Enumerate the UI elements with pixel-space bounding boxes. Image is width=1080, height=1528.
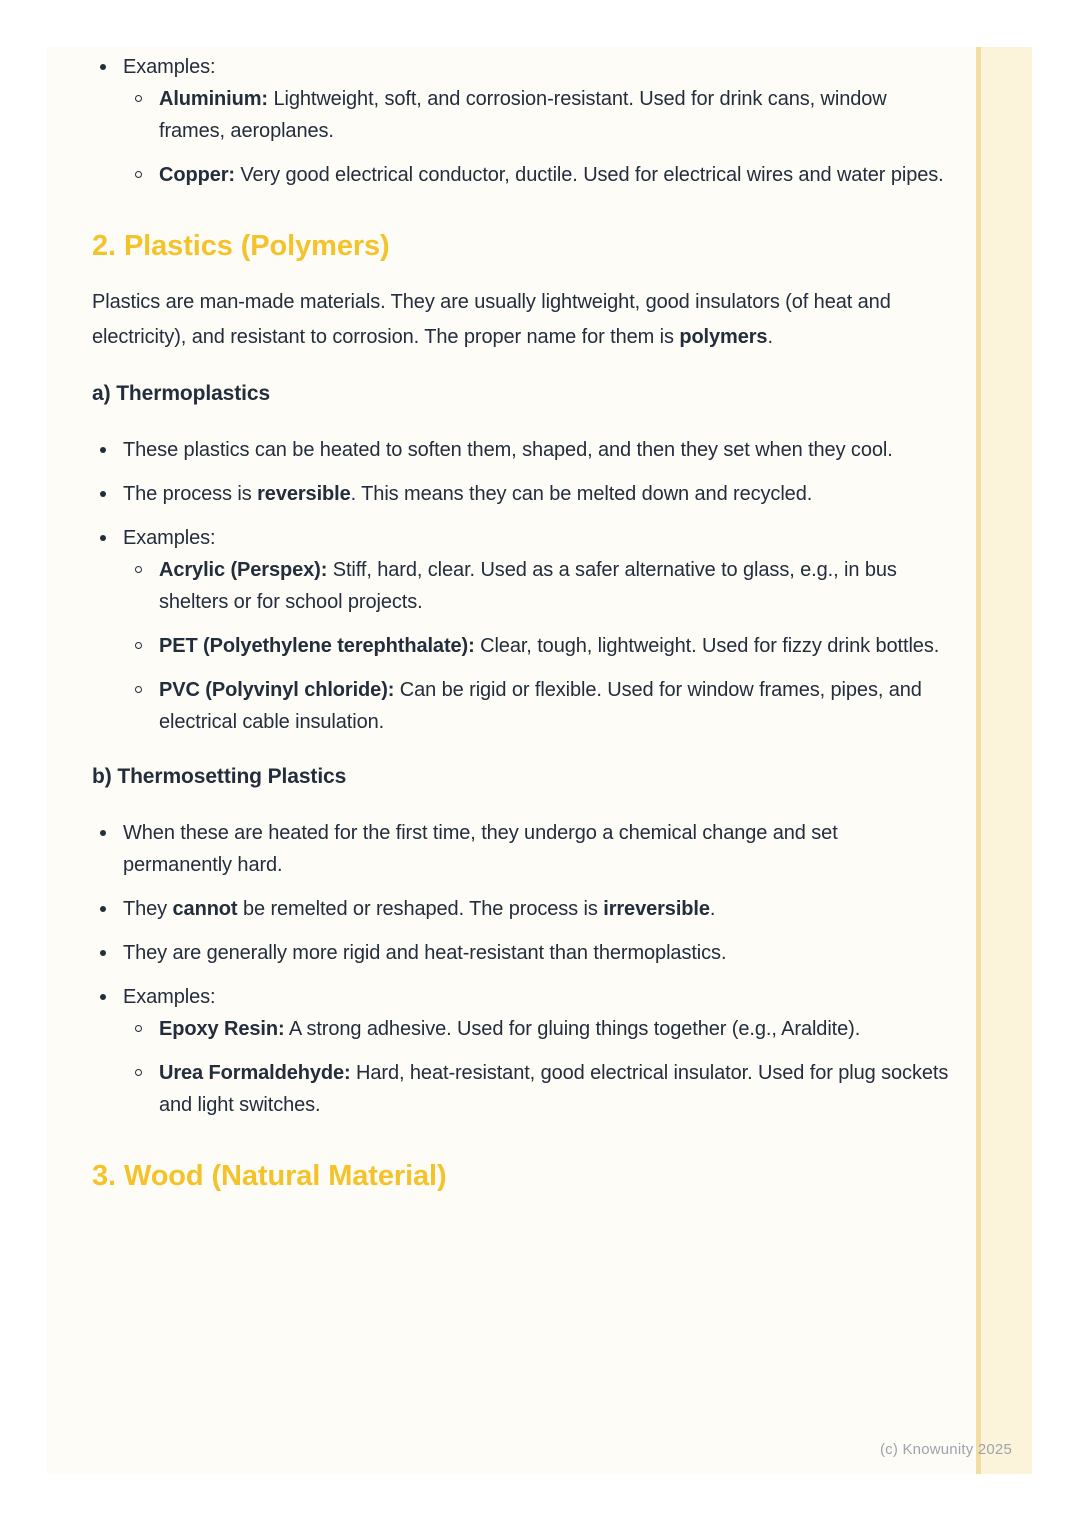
sub-list-item <box>123 83 952 147</box>
list-item <box>92 937 952 969</box>
list-item <box>92 522 952 738</box>
list-item <box>92 893 952 925</box>
list-item <box>92 51 952 191</box>
text-run: Stiff, hard, clear. Used as a safer alternative to glass, e.g., in bus shelters or for school projects. <box>159 559 897 613</box>
sub-list-item <box>123 1013 952 1045</box>
text-run: Very good electrical conductor, ductile. Used for electrical wires and water pipes. <box>234 164 944 186</box>
text-run: These plastics can be heated to soften them, shaped, and then they set when they cool. <box>123 439 893 461</box>
sub-list-item <box>123 1057 952 1121</box>
bold-text: PET (Polyethylene terephthalate): <box>159 635 475 657</box>
text-run: Plastics are man-made materials. They are usually lightweight, good insulators (of heat and electricity), and resistant to corrosion. The proper name for them is <box>92 291 891 348</box>
list-item <box>92 981 952 1121</box>
text-run: be remelted or reshaped. The process is <box>237 898 604 920</box>
sub-bullet-list <box>123 554 952 738</box>
text-run: They <box>123 898 173 920</box>
bold-text: Acrylic (Perspex): <box>159 559 328 581</box>
text-run: A strong adhesive. Used for gluing things together (e.g., Araldite). <box>284 1018 861 1040</box>
bold-text: PVC (Polyvinyl chloride): <box>159 679 395 701</box>
bullet-list <box>92 51 952 191</box>
text-run: . <box>709 898 716 920</box>
text-run: Examples: <box>123 986 216 1008</box>
text-run: . This means they can be melted down and recycled. <box>350 483 813 505</box>
text-run: . <box>767 326 773 348</box>
text-run: The process is <box>123 483 258 505</box>
text-run: Clear, tough, lightweight. Used for fizzy drink bottles. <box>474 635 940 657</box>
bold-text: polymers <box>679 326 768 348</box>
bold-text: Urea Formaldehyde: <box>159 1062 351 1084</box>
sub-bullet-list <box>123 83 952 191</box>
page-card <box>47 47 1032 1474</box>
sub-list-item <box>123 159 952 191</box>
bold-text: irreversible <box>603 898 710 920</box>
page-content <box>92 47 952 1215</box>
bullet-list <box>92 817 952 1121</box>
watermark: (c) Knowunity 2025 <box>879 1441 1012 1458</box>
sub-list-item <box>123 674 952 738</box>
text-run: Lightweight, soft, and corrosion-resistant. Used for drink cans, window frames, aeroplanes. <box>159 88 887 142</box>
section-heading: 2. Plastics (Polymers) <box>92 230 390 262</box>
sub-heading: a) Thermoplastics <box>92 382 271 405</box>
bold-text: cannot <box>172 898 238 920</box>
bold-text: Aluminium: <box>159 88 268 110</box>
list-item <box>92 817 952 881</box>
text-run: They are generally more rigid and heat-resistant than thermoplastics. <box>123 942 727 964</box>
sub-heading: b) Thermosetting Plastics <box>92 765 347 788</box>
section-heading: 3. Wood (Natural Material) <box>92 1160 447 1192</box>
list-item <box>92 478 952 510</box>
text-run: Examples: <box>123 527 216 549</box>
sub-bullet-list <box>123 1013 952 1121</box>
sub-list-item <box>123 630 952 662</box>
paragraph <box>92 285 952 355</box>
bold-text: reversible <box>257 483 351 505</box>
sub-list-item <box>123 554 952 618</box>
list-item <box>92 434 952 466</box>
bullet-list <box>92 434 952 738</box>
text-run: Hard, heat-resistant, good electrical insulator. Used for plug sockets and light switches. <box>159 1062 949 1116</box>
text-run: Can be rigid or flexible. Used for window frames, pipes, and electrical cable insulation. <box>159 679 922 733</box>
text-run: When these are heated for the first time, they undergo a chemical change and set permanently hard. <box>123 822 838 876</box>
bold-text: Copper: <box>159 164 235 186</box>
bold-text: Epoxy Resin: <box>159 1018 285 1040</box>
text-run: Examples: <box>123 56 216 78</box>
accent-stripe <box>976 47 1032 1474</box>
